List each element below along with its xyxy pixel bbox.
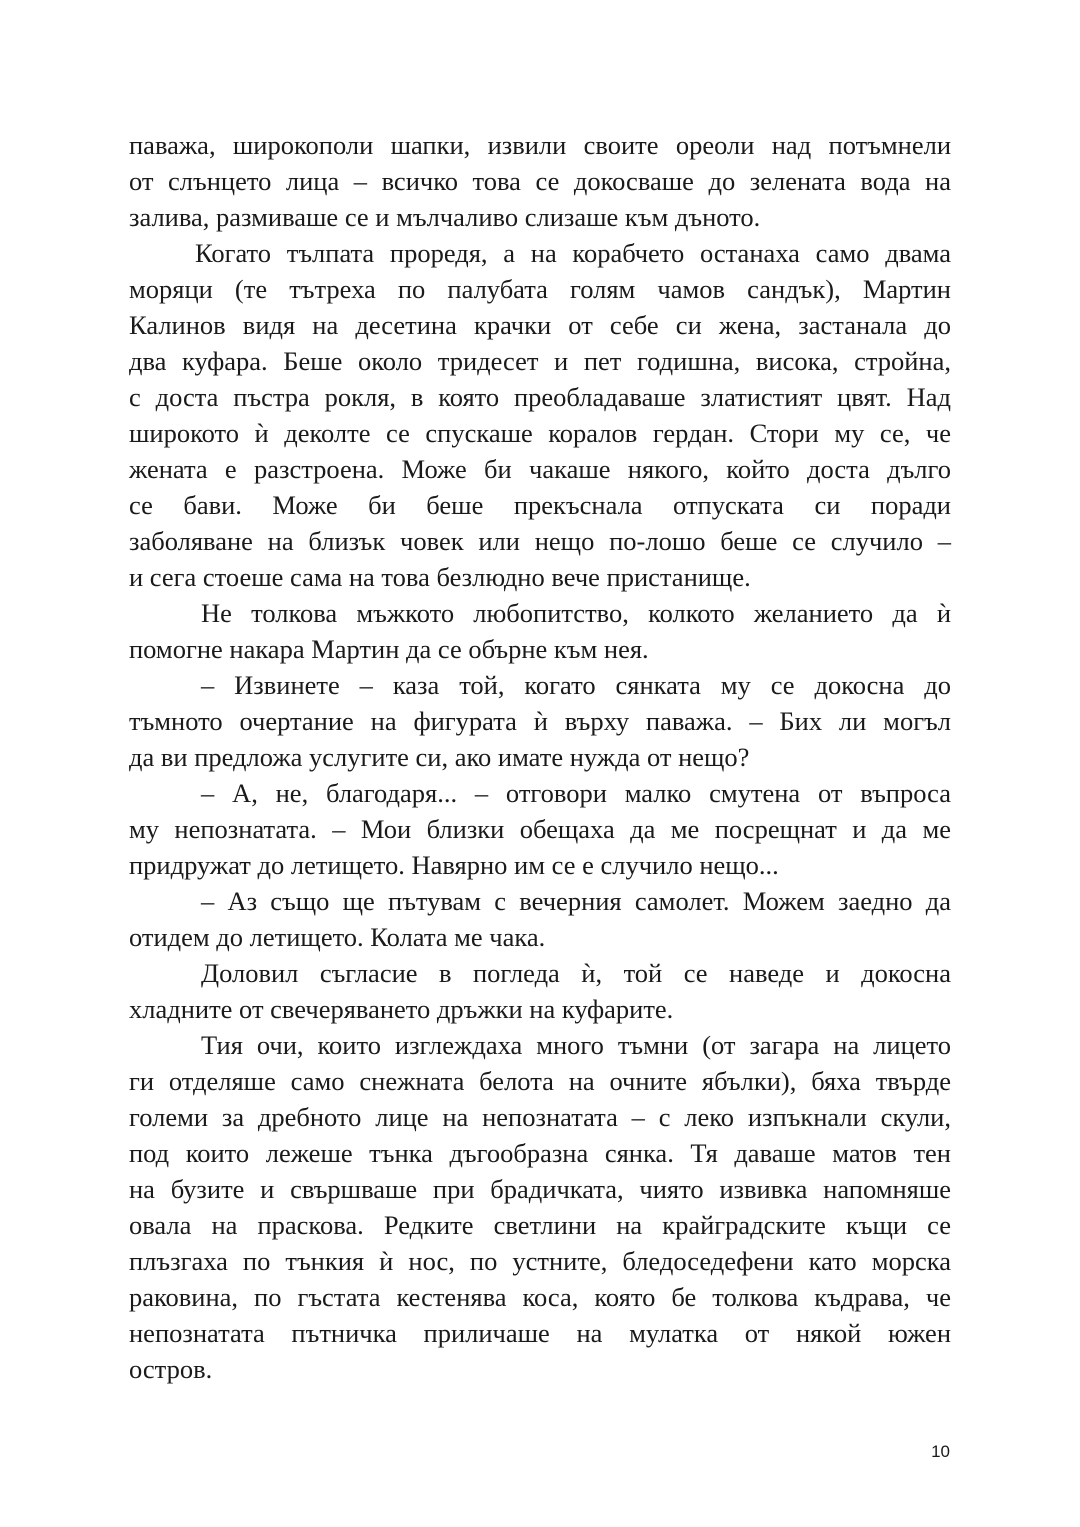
text-line: – Аз също ще пътувам с вечерния самолет. Можем заедно да [201, 886, 951, 916]
text-line: залива, размиваше се и мълчаливо слизаше към дъното. [129, 202, 761, 232]
text-line: плъзгаха по тънкия ѝ нос, по устните, бледоседефени като морска [129, 1246, 951, 1276]
text-line: – А, не, благодаря... – отговори малко смутена от въпроса [201, 778, 951, 808]
text-line: моряци (те тътреха по палубата голям чамов сандък), Мартин [129, 274, 951, 304]
text-line: раковина, по гъстата кестенява коса, която бе толкова къдрава, че [129, 1282, 951, 1312]
text-line: Калинов видя на десетина крачки от себе си жена, застанала до [129, 310, 951, 340]
text-line: на бузите и свършваше при брадичката, чиято извивка напомняше [129, 1174, 951, 1204]
text-line: Тия очи, които изглеждаха много тъмни (от загара на лицето [201, 1030, 951, 1060]
text-line: паважа, широкополи шапки, извили своите ореоли над потъмнели [129, 130, 951, 160]
text-line: жената е разстроена. Може би чакаше някого, който доста дълго [129, 454, 951, 484]
text-line: ги отделяше само снежната белота на очните ябълки), бяха твърде [129, 1066, 951, 1096]
text-line: Когато тълпата прoредя, а на корабчето останаха само двама [195, 238, 951, 268]
text-line: големи за дребното лице на непознатата – с леко изпъкнали скули, [129, 1102, 951, 1132]
text-line: му непознатата. – Мои близки обещаха да ме посрещнат и да ме [129, 814, 951, 844]
text-line: овала на праскова. Редките светлини на крайградските къщи се [129, 1210, 951, 1240]
text-line: с доста пъстра рокля, в която преобладаваше златистият цвят. Над [129, 382, 951, 412]
text-line: заболяване на близък човек или нещо по-лошо беше се случило – [129, 526, 951, 556]
text-line: да ви предложа услугите си, ако имате нужда от нещо? [129, 742, 750, 772]
text-line: – Извинете – каза той, когато сянката му се докосна до [201, 670, 951, 700]
text-line: Доловил съгласие в погледа ѝ, той се наведе и докосна [201, 958, 951, 988]
text-line: хладните от свечеряването дръжки на куфарите. [129, 994, 674, 1024]
text-line: отидем до летището. Колата ме чака. [129, 922, 546, 952]
text-line: широкото ѝ деколте се спускаше коралов гердан. Стори му се, че [129, 418, 951, 448]
text-line: остров. [129, 1354, 213, 1384]
page-number: 10 [931, 1442, 950, 1461]
text-line: от слънцето лица – всичко това се докосваше до зелената вода на [129, 166, 951, 196]
text-line: тъмното очертание на фигурата ѝ върху паважа. – Бих ли могъл [129, 706, 951, 736]
text-line: под които лежеше тънка дъгообразна сянка. Тя даваше матов тен [129, 1138, 951, 1168]
text-line: придружат до летището. Навярно им се е случило нещо... [129, 850, 779, 880]
body-text [129, 127, 951, 1387]
text-line: и сега стоеше сама на това безлюдно вече пристанище. [129, 562, 751, 592]
text-line: се бави. Може би беше прекъснала отпуската си поради [129, 490, 951, 520]
text-line: два куфара. Беше около тридесет и пет годишна, висока, стройна, [129, 346, 951, 376]
text-line: помогне накара Мартин да се обърне към нея. [129, 634, 649, 664]
text-line: непознатата пътничка приличаше на мулатка от някой южен [129, 1318, 951, 1348]
text-line: Не толкова мъжкото любопитство, колкото желанието да ѝ [201, 598, 951, 628]
